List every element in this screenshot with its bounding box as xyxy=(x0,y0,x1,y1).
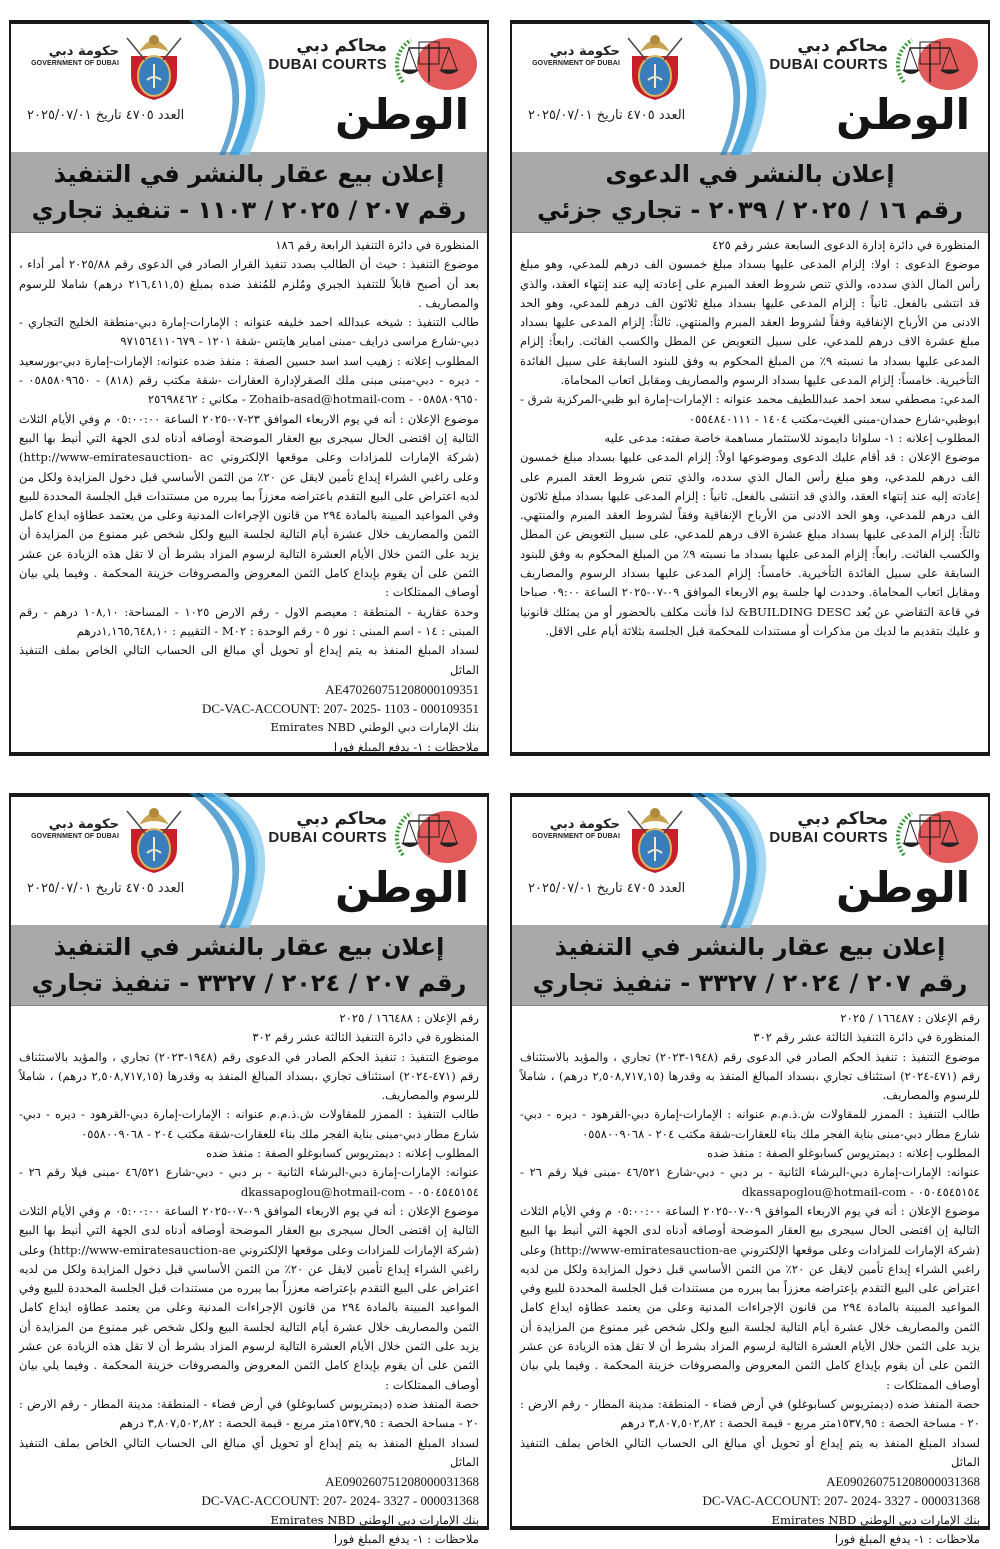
issue-date: العدد ٤٧٠٥ تاريخ ٢٠٢٥/٠٧/٠١ xyxy=(27,881,185,896)
dubai-courts-wordmark xyxy=(268,36,387,73)
notice-paragraph: موضوع الإعلان : أنه في يوم الاربعاء الموافق ٠٩-٠٧-٢٠٢٥ الساعة ٠٥:٠٠:٠٠ م وفي الأيام الثلاث التالية إن اقتضى الحال سيجرى بيع العقار الموضحة أوصافه أدناه لدى الجهة التي أنيط بها البيع (شركة الإمارات للمزادات وعلى موقعها الإلكتروني http://www-emiratesauction-ae) وعلى راغبي الشراء إيداع تأمين لايقل عن ٢٠٪ من الثمن الأساسي قبل دخول المزايدة ولكل من لديه اعتراض على البيع التقدم بإعتراضه معززاً بما يبرره من مستندات قبل الجلسة المحددة للبيع وفي المواعيد المبينة بالمادة ٢٩٤ من قانون الإجراءات المدنية وعلى من يعتمد عطاؤه ايداع كامل الثمن والمصاريف خلال عشرة أيام التالية لجلسة البيع ولكل شخص غير ممنوع من المزايدة أن يزيد على الثمن خلال الأيام العشرة التالية لرسوم المزاد بشرط أن لا تقل هذه الزيادة عن عشر الثمن على أن يقوم بإيداع كامل الثمن المعروض والمصروفات خزينة المحكمة . وفيما يلي بيان أوصاف الممتلكات : xyxy=(19,1203,480,1392)
government-english-name: GOVERNMENT OF DUBAI xyxy=(31,833,119,840)
case-number: رقم ٢٠٧ / ٢٠٢٤ / ٣٣٢٧ - تنفيذ تجاري xyxy=(31,969,467,997)
notice-paragraph: طالب التنفيذ : شيخه عبدالله احمد خليفه عنوانه : الإمارات-إمارة دبي-منطقة الخليج التجاري - دبي-شارع مراسى درايف -مبنى امباير هايتس -شقة ١٢٠١ - ٩٧١٥٦٤١١٠٦٧٩ xyxy=(19,315,479,349)
issue-date: العدد ٤٧٠٥ تاريخ ٢٠٢٥/٠٧/٠١ xyxy=(528,108,686,123)
notice-paragraph: المنظورة في دائرة التنفيذ الرابعة رقم ١٨٦ xyxy=(275,238,479,252)
government-wordmark xyxy=(528,817,620,840)
account-line: DC-VAC-ACCOUNT: 207- 2024- 3327 - 000031368 xyxy=(702,1493,980,1509)
notice-paragraph: المطلوب إعلانه : زهيب اسد اسد حسين الصفة : منفذ ضده عنوانه: الإمارات-إمارة دبي-بورسعيد - ديره - دبي-مبنى مبنى ملك الصقرلإدارة العقارات -شقة مكتب رقم (٨١٨) - ٠٥٨٥٨٠٩٦٥٠ - ٠٥٨٥٨٠٩٦٥٠ - Zohaib-asad@hotmail-com - مكاني : ٢٥٦٩٨٤٦٢ xyxy=(19,353,480,407)
bank-line: بنك الإمارات دبي الوطني Emirates NBD xyxy=(771,1512,980,1527)
courts-arabic-name: محاكم دبي xyxy=(296,36,387,56)
case-number: رقم ١٦ / ٢٠٢٥ / ٢٠٣٩ - تجاري جزئي xyxy=(537,196,963,224)
notice-body xyxy=(512,233,988,641)
notice-paragraph: حصة المنفذ ضده (ديمتريوس كسابوغلو) في أرض فضاء - المنطقة: مدينة المطار - رقم الارض : ٢٠ - مساحة الحصة : ١٥٣٧,٩٥متر مربع - قيمة الحصة : ٣,٨٠٧,٥٠٢,٨٢ درهم xyxy=(520,1396,980,1431)
issue-date: العدد ٤٧٠٥ تاريخ ٢٠٢٥/٠٧/٠١ xyxy=(528,881,686,896)
notice-paragraph: حصة المنفذ ضده (ديمتريوس كسابوغلو) في أرض فضاء - المنطقة: مدينة المطار - رقم الارض : ٢٠ - مساحة الحصة : ١٥٣٧,٩٥متر مربع - قيمة الحصة : ٣,٨٠٧,٥٠٢,٨٢ درهم xyxy=(19,1396,479,1431)
government-wordmark xyxy=(27,44,119,67)
government-wordmark xyxy=(528,44,620,67)
notice-body xyxy=(11,233,487,757)
courts-english-name: DUBAI COURTS xyxy=(268,56,387,73)
iban-line: AE090260751208000031368 xyxy=(826,1474,980,1490)
newspaper-logo: الوطن xyxy=(335,863,469,912)
case-number: رقم ٢٠٧ / ٢٠٢٤ / ٣٣٢٧ - تنفيذ تجاري xyxy=(532,969,968,997)
notice-paragraph: لسداد المبلغ المنفذ به يتم إيداع أو تحويل أي مبالغ الى الحساب التالي الخاص بملف التنفيذ الماثل xyxy=(520,1435,980,1469)
notice-panel-bottom-left xyxy=(9,793,489,1547)
courts-english-name: DUBAI COURTS xyxy=(268,829,387,846)
government-emblem-icon xyxy=(624,30,686,100)
case-number: رقم ٢٠٧ / ٢٠٢٥ / ١١٠٣ - تنفيذ تجاري xyxy=(31,196,467,224)
iban-line: AE090260751208000031368 xyxy=(325,1474,479,1490)
notice-paragraph: طالب التنفيذ : الممزر للمقاولات ش.ذ.م.م عنوانه : الإمارات-إمارة دبي-القرهود - ديره - دبي-شارع مطار دبي-مبنى بناية الفجر ملك بناء للعقارات-شقة مكتب ٢٠٤ - ٠٥٥٨٠٠٩٠٦٨ xyxy=(520,1107,980,1141)
notice-title-bar xyxy=(512,925,988,1006)
government-arabic-name: حكومة دبي xyxy=(549,44,620,59)
notice-title: إعلان بالنشر في الدعوى xyxy=(605,160,895,188)
government-wordmark xyxy=(27,817,119,840)
notice-body xyxy=(512,1006,988,1549)
notice-title-bar xyxy=(11,925,487,1006)
notice-paragraph: عنوانه: الإمارات-إمارة دبي-البرشاء الثانية - بر دبي - دبي-شارع ٤٦/٥٢١ -مبنى فيلا رقم ٢٦ - ٠٥٠٤٥٤٥١٥٤ - dkassapoglou@hotmail-com xyxy=(520,1165,980,1199)
notice-title-bar xyxy=(11,152,487,233)
notice-paragraph: موضوع الدعوى : اولا: إلزام المدعى عليها بسداد مبلغ خمسون الف درهم للمدعي، وهو مبلغ رأس المال الذي سدده، والذي تنص شروط العقد المبرم على إعادته إليه عند إنتهاء العقد، والذي قد انتشى بالفعل. ثانياً : إلزام المدعى عليها بسداد مبلغ ثلاثون الف درهم للمدعي، وهو الحد الادنى من الأرباح الإنفاقية وفقاً لشروط العقد المبرم والمنتهي. ثالثاً: إلزام المدعى عليها بسداد مبلغ عشرة الاف درهم للمدعي، على سبيل التعويض عن المطل والكسب الفائت. رابعاً: إلزام المدعى عليها بسداد ما نسبته ٩٪ من المبلغ المحكوم به وفق للبنود السابقة على سبيل الفائدة التأخيرية. خامساً: إلزام المدعى عليها بسداد الرسوم والمصاريف ومقابل اتعاب المحاماة. xyxy=(520,257,981,388)
iban-line: AE470260751208000109351 xyxy=(325,681,479,697)
masthead xyxy=(11,797,487,925)
notice-paragraph: لسداد المبلغ المنفذ به يتم إيداع أو تحويل أي مبالغ الى الحساب التالي الخاص بملف التنفيذ الماثل xyxy=(19,1435,479,1469)
notice-paragraph: طالب التنفيذ : الممزر للمقاولات ش.ذ.م.م عنوانه : الإمارات-إمارة دبي-القرهود - ديره - دبي-شارع مطار دبي-مبنى بناية الفجر ملك بناء للعقارات-شقة مكتب ٢٠٤ - ٠٥٥٨٠٠٩٠٦٨ xyxy=(19,1107,479,1141)
notice-panel-top-left xyxy=(9,20,489,756)
notice-paragraph: المنظورة في دائرة التنفيذ الثالثة عشر رقم ٣٠٢ xyxy=(252,1030,479,1045)
government-emblem-icon xyxy=(123,803,185,873)
notice-paragraph: موضوع التنفيذ : حيث أن الطالب بصدد تنفيذ القرار الصادر في الدعوى رقم ٢٠٢٥/٨٨ أمر أداء ، بعد أن أصبح قابلاً للتنفيذ الجبري ومُلزم للمُنفذ ضده بمبلغ (٢١٦,٤١١,٥ درهم) شاملا للرسوم والمصاريف . xyxy=(19,257,479,310)
government-english-name: GOVERNMENT OF DUBAI xyxy=(532,833,620,840)
masthead xyxy=(512,24,988,152)
government-arabic-name: حكومة دبي xyxy=(48,44,119,59)
account-line: DC-VAC-ACCOUNT: 207- 2024- 3327 - 000031368 xyxy=(201,1493,479,1509)
courts-arabic-name: محاكم دبي xyxy=(296,809,387,829)
courts-english-name: DUBAI COURTS xyxy=(769,829,888,846)
notice-panel-top-right xyxy=(510,20,990,756)
notice-title-bar xyxy=(512,152,988,233)
notice-paragraph: المنظورة في دائرة التنفيذ الثالثة عشر رقم ٣٠٢ xyxy=(753,1030,980,1045)
dubai-courts-logo-icon xyxy=(890,805,978,865)
notice-title: إعلان بيع عقار بالنشر في التنفيذ xyxy=(554,933,946,961)
notice-paragraph: موضوع الإعلان : أنه في يوم الاربعاء الموافق ٠٩-٠٧-٢٠٢٥ الساعة ٠٥:٠٠:٠٠ م وفي الأيام الثلاث التالية إن اقتضى الحال سيجرى بيع العقار الموضحة أوصافه أدناه لدى الجهة التي أنيط بها البيع (شركة الإمارات للمزادات وعلى موقعها الإلكتروني http://www-emiratesauction-ae) وعلى راغبي الشراء إيداع تأمين لايقل عن ٢٠٪ من الثمن الأساسي قبل دخول المزايدة ولكل من لديه اعتراض على البيع التقدم بإعتراضه معززاً بما يبرره من مستندات قبل الجلسة المحددة للبيع وفي المواعيد المبينة بالمادة ٢٩٤ من قانون الإجراءات المدنية وعلى من يعتمد عطاؤه ايداع كامل الثمن والمصاريف خلال عشرة أيام التالية لجلسة البيع ولكل شخص غير ممنوع من المزايدة أن يزيد على الثمن خلال الأيام العشرة التالية لرسوم المزاد بشرط أن لا تقل هذه الزيادة عن عشر الثمن على أن يقوم بإيداع كامل الثمن المعروض والمصروفات خزينة المحكمة . وفيما يلي بيان أوصاف الممتلكات : xyxy=(520,1203,981,1392)
notice-paragraph: رقم الإعلان : ١٦٦٤٨٨ / ٢٠٢٥ xyxy=(339,1011,479,1025)
notes-line: ملاحظات : ١- يدفع المبلغ فورا xyxy=(333,1532,479,1547)
notice-paragraph: موضوع التنفيذ : تنفيذ الحكم الصادر في الدعوى رقم (١٩٤٨-٢٠٢٣) تجاري ، والمؤيد بالاستئناف رقم (٤٧١-٢٠٢٤) استئناف تجاري ،بسداد المبالغ المنفذ به وقدرها (٢,٥٠٨,٧١٧,١٥ درهم) ، شاملاً للرسوم والمصاريف. xyxy=(520,1049,980,1103)
notice-paragraph: رقم الإعلان : ١٦٦٤٨٧ / ٢٠٢٥ xyxy=(840,1011,980,1025)
notice-paragraph: المطلوب إعلانه : ١- سلوانا دايموند للاستثمار مساهمة خاصة صفته: مدعى عليه xyxy=(604,430,980,445)
notice-paragraph: موضوع التنفيذ : تنفيذ الحكم الصادر في الدعوى رقم (١٩٤٨-٢٠٢٣) تجاري ، والمؤيد بالاستئناف رقم (٤٧١-٢٠٢٤) استئناف تجاري ،بسداد المبالغ المنفذ به وقدرها (٢,٥٠٨,٧١٧,١٥ درهم) ، شاملاً للرسوم والمصاريف. xyxy=(19,1049,479,1103)
notice-paragraph: موضوع الإعلان : أنه في يوم الاربعاء الموافق ٢٣-٠٧-٢٠٢٥ الساعة ٠٥:٠٠:٠٠ م وفي الأيام الثلاث التالية إن اقتضى الحال سيجرى بيع العقار الموضحة أوصافه أدناه لدى الجهة التي أنيط بها البيع (شركة الإمارات للمزادات وعلى موقعها الإلكتروني http://www-emiratesauction- ac) وعلى راغبي الشراء إيداع تأمين لايقل عن ٢٠٪ من الثمن الأساسي قبل دخول المزايدة ولكل من لديه اعتراض على البيع التقدم باعتراضه معززاً بما يبرره من مستندات قبل الجلسة المحددة للبيع وفي المواعيد المبينة بالمادة ٢٩٤ من قانون الإجراءات المدنية وعلى من يعتمد عطاؤه ايداع كامل الثمن والمصاريف خلال عشرة أيام التالية لجلسة البيع ولكل شخص غير ممنوع من المزايدة أن يزيد على الثمن خلال الأيام العشرة التالية لرسوم المزاد بشرط أن لا تقل هذه الزيادة عن عشر الثمن على أن يقوم بإيداع كامل الثمن المعروض والمصروفات خزينة المحكمة . وفيما يلي بيان أوصاف الممتلكات : xyxy=(19,411,480,600)
notice-paragraph: وحدة عقارية - المنطقة : معيصم الاول - رقم الارض ١٠٢٥ - المساحة: ١٠٨,١٠ درهم - رقم المبنى : ١٤ - اسم المبنى : نور ٥ - رقم الوحدة : M٠٢ - التقييم : ١,١٦٥,٦٤٨,١٠درهم xyxy=(19,604,479,638)
government-emblem-icon xyxy=(624,803,686,873)
notes-line: ملاحظات : ١- يدفع المبلغ فورا xyxy=(834,1532,980,1547)
dubai-courts-logo-icon xyxy=(389,805,477,865)
dubai-courts-logo-icon xyxy=(389,32,477,92)
notice-paragraph: لسداد المبلغ المنفذ به يتم إيداع أو تحويل أي مبالغ الى الحساب التالي الخاص بملف التنفيذ الماثل xyxy=(19,643,479,677)
notice-title: إعلان بيع عقار بالنشر في التنفيذ xyxy=(53,933,445,961)
bank-line: بنك الإمارات دبي الوطني Emirates NBD xyxy=(270,720,479,735)
dubai-courts-wordmark xyxy=(769,809,888,846)
bank-line: بنك الإمارات دبي الوطني Emirates NBD xyxy=(270,1512,479,1527)
government-arabic-name: حكومة دبي xyxy=(549,817,620,832)
dubai-courts-logo-icon xyxy=(890,32,978,92)
government-english-name: GOVERNMENT OF DUBAI xyxy=(532,60,620,67)
masthead xyxy=(512,797,988,925)
wave-decoration-icon xyxy=(690,20,770,155)
wave-decoration-icon xyxy=(189,20,269,155)
notice-paragraph: موضوع الإعلان : قد أقام عليك الدعوى وموضوعها اولاً: إلزام المدعى عليها بسداد مبلغ خمسون الف درهم للمدعي، وهو مبلغ رأس المال الذي سدده، والذي تنص شروط العقد المبرم على إعادته إليه عند إنتهاء العقد، والذي قد انتشى بالفعل. ثانياً : إلزام المدعى عليها بسداد مبلغ ثلاثون الف درهم للمدعي، وهو الحد الادنى من الأرباح الإنفاقية وفقاً لشروط العقد المبرم والمنتهي. ثالثاً: إلزام المدعى عليها بسداد مبلغ عشرة الاف درهم للمدعي، على سبيل التعويض عن المطل والكسب الفائت. رابعاً: إلزام المدعى عليها بسداد ما نسبته ٩٪ من المبلغ المحكوم به وفق للبنود السابقة على سبيل الفائدة التأخيرية. خامساً: إلزام المدعى عليها بسداد الرسوم والمصاريف ومقابل اتعاب المحاماة. وحددت لها جلسة يوم الاربعاء الموافق ٠٩-٠٧-٢٠٢٥ الساعة ٠٩:٠٠ صباحا في قاعة التقاضي عن بُعد BUILDING DESC& لذا فأنت مكلف بالحضور أو من يمثلك قانونيا و عليك بتقديم ما لديك من مذكرات أو مستندات للمحكمة قبل الجلسة بثلاثة أيام على الاقل. xyxy=(520,450,981,638)
notice-paragraph: المنظورة في دائرة إدارة الدعوى السابعة عشر رقم ٤٢٥ xyxy=(712,238,980,252)
notice-title: إعلان بيع عقار بالنشر في التنفيذ xyxy=(53,160,445,188)
notice-body xyxy=(11,1006,487,1549)
notice-paragraph: المطلوب إعلانه : ديمتريوس كسابوغلو الصفة : منفذ ضده xyxy=(206,1146,479,1161)
wave-decoration-icon xyxy=(189,793,269,928)
courts-arabic-name: محاكم دبي xyxy=(797,36,888,56)
notice-paragraph: المدعي: مصطفي سعد احمد عبداللطيف محمد عنوانه : الإمارات-إمارة ابو ظبي-المركزية شرق - ابوظبي-شارع حمدان-مبنى الغيث-مكتب ١٤٠٤ - ٠٥٥٤٨٤٠١١١ xyxy=(520,392,980,426)
newspaper-logo: الوطن xyxy=(335,90,469,139)
government-arabic-name: حكومة دبي xyxy=(48,817,119,832)
dubai-courts-wordmark xyxy=(769,36,888,73)
courts-english-name: DUBAI COURTS xyxy=(769,56,888,73)
notice-paragraph: المطلوب إعلانه : ديمتريوس كسابوغلو الصفة : منفذ ضده xyxy=(707,1146,980,1161)
notes-line: ملاحظات : ١- يدفع المبلغ فورا xyxy=(333,739,479,754)
newspaper-logo: الوطن xyxy=(836,90,970,139)
masthead xyxy=(11,24,487,152)
government-english-name: GOVERNMENT OF DUBAI xyxy=(31,60,119,67)
dubai-courts-wordmark xyxy=(268,809,387,846)
newspaper-logo: الوطن xyxy=(836,863,970,912)
notice-panel-bottom-right xyxy=(510,793,990,1547)
courts-arabic-name: محاكم دبي xyxy=(797,809,888,829)
wave-decoration-icon xyxy=(690,793,770,928)
account-line: DC-VAC-ACCOUNT: 207- 2025- 1103 - 000109351 xyxy=(201,701,479,717)
notice-paragraph: عنوانه: الإمارات-إمارة دبي-البرشاء الثانية - بر دبي - دبي-شارع ٤٦/٥٢١ -مبنى فيلا رقم ٢٦ - ٠٥٠٤٥٤٥١٥٤ - dkassapoglou@hotmail-com xyxy=(19,1165,479,1199)
issue-date: العدد ٤٧٠٥ تاريخ ٢٠٢٥/٠٧/٠١ xyxy=(27,108,185,123)
government-emblem-icon xyxy=(123,30,185,100)
